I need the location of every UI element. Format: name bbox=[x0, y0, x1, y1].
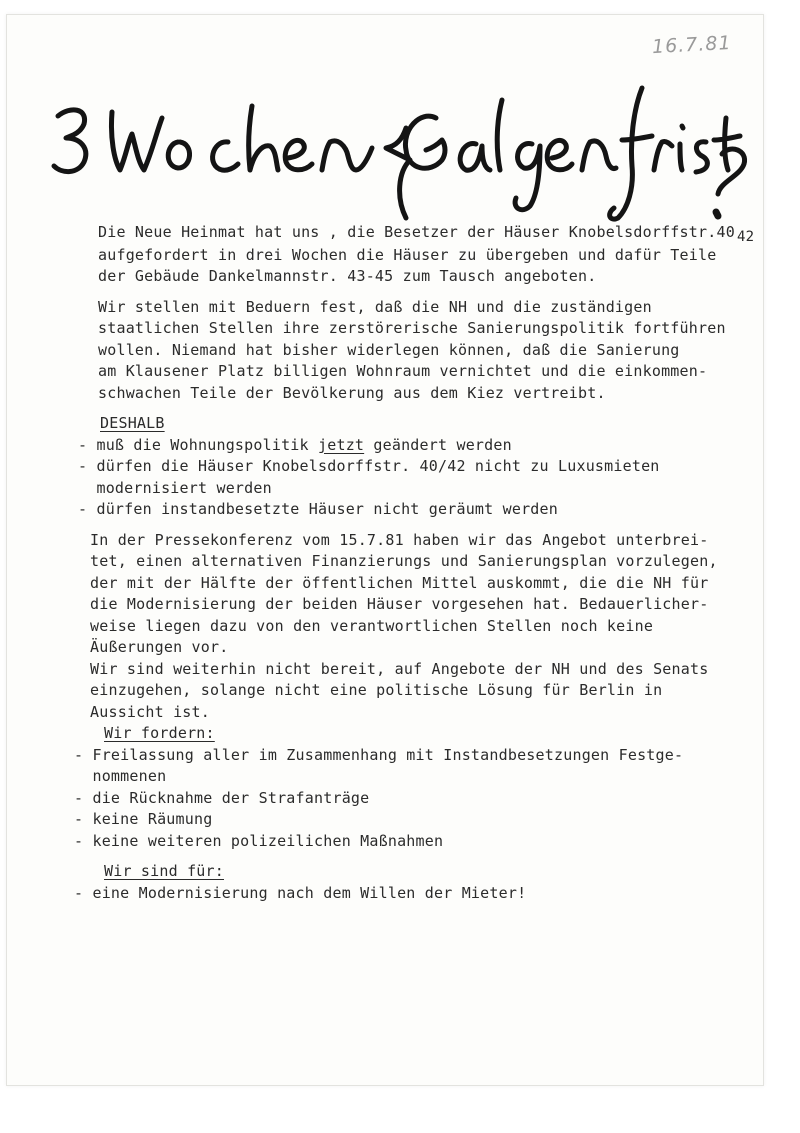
press-line: die Modernisierung der beiden Häuser vorgesehen hat. Bedauerlicher- bbox=[90, 595, 709, 613]
deshalb-item-3: - dürfen instandbesetzte Häuser nicht geräumt werden bbox=[78, 500, 558, 518]
handwritten-date: 16.7.81 bbox=[651, 31, 733, 59]
press-line: weise liegen dazu von den verantwortlichen Stellen noch keine bbox=[90, 616, 654, 635]
handwritten-headline bbox=[50, 78, 750, 228]
statement-line: Wir stellen mit Beduern fest, daß die NH und die zuständigen bbox=[98, 297, 652, 316]
deshalb-heading: DESHALB bbox=[100, 414, 165, 432]
press-line: tet, einen alternativen Finanzierungs und Sanierungsplan vorzulegen, bbox=[90, 552, 718, 570]
demand-item: - keine Räumung bbox=[74, 810, 213, 828]
support-heading: Wir sind für: bbox=[104, 862, 224, 880]
intro-line-1: Die Neue Heinmat hat uns , die Besetzer der Häuser Knobelsdorffstr.40 42 bbox=[98, 223, 755, 245]
support-item: - eine Modernisierung nach dem Willen der Mieter! bbox=[74, 883, 527, 902]
press-line: Aussicht ist. bbox=[90, 702, 210, 721]
statement-paragraph bbox=[60, 297, 750, 405]
intro-line-2: aufgefordert in drei Wochen die Häuser zu übergeben und dafür Teile bbox=[98, 245, 717, 264]
press-line: der mit der Hälfte der öffentlichen Mittel auskommt, die die NH für bbox=[90, 573, 709, 592]
deshalb-item-2: - dürfen die Häuser Knobelsdorffstr. 40/42 nicht zu Luxusmieten bbox=[78, 457, 660, 475]
statement-line: schwachen Teile der Bevölkerung aus dem Kiez vertreibt. bbox=[98, 383, 606, 402]
intro-paragraph bbox=[60, 222, 755, 288]
intro-superscript: 42 bbox=[736, 229, 755, 245]
statement-line: staatlichen Stellen ihre zerstörerische Sanierungspolitik fortführen bbox=[98, 319, 726, 337]
emphasis-jetzt: jetzt bbox=[318, 435, 365, 454]
press-line: einzugehen, solange nicht eine politische Lösung für Berlin in bbox=[90, 681, 663, 699]
headline-drawing bbox=[50, 78, 750, 228]
deshalb-item-2-cont: modernisiert werden bbox=[78, 478, 272, 497]
demands-heading: Wir fordern: bbox=[104, 724, 215, 742]
demand-item: - Freilassung aller im Zusammenhang mit Instandbesetzungen Festge- bbox=[74, 745, 684, 764]
statement-line: am Klausener Platz billigen Wohnraum vernichtet und die einkommen- bbox=[98, 362, 708, 380]
press-line: Wir sind weiterhin nicht bereit, auf Angebote der NH und des Senats bbox=[90, 659, 709, 678]
press-line: In der Pressekonferenz vom 15.7.81 haben wir das Angebot unterbrei- bbox=[90, 530, 709, 549]
deshalb-section bbox=[60, 413, 750, 521]
demand-item: - keine weiteren polizeilichen Maßnahmen bbox=[74, 831, 444, 850]
press-line: Äußerungen vor. bbox=[90, 638, 229, 656]
statement-line: wollen. Niemand hat bisher widerlegen können, daß die Sanierung bbox=[98, 340, 680, 359]
press-paragraph bbox=[60, 530, 750, 724]
intro-line-3: der Gebäude Dankelmannstr. 43-45 zum Tausch angeboten. bbox=[98, 267, 597, 285]
demand-item: - die Rücknahme der Strafanträge bbox=[74, 788, 370, 807]
document-body bbox=[60, 222, 755, 904]
demands-section bbox=[60, 723, 750, 852]
support-section bbox=[60, 861, 750, 904]
deshalb-item-1: - muß die Wohnungspolitik jetzt geändert werden bbox=[78, 435, 512, 454]
demand-item-cont: nommenen bbox=[74, 767, 167, 785]
